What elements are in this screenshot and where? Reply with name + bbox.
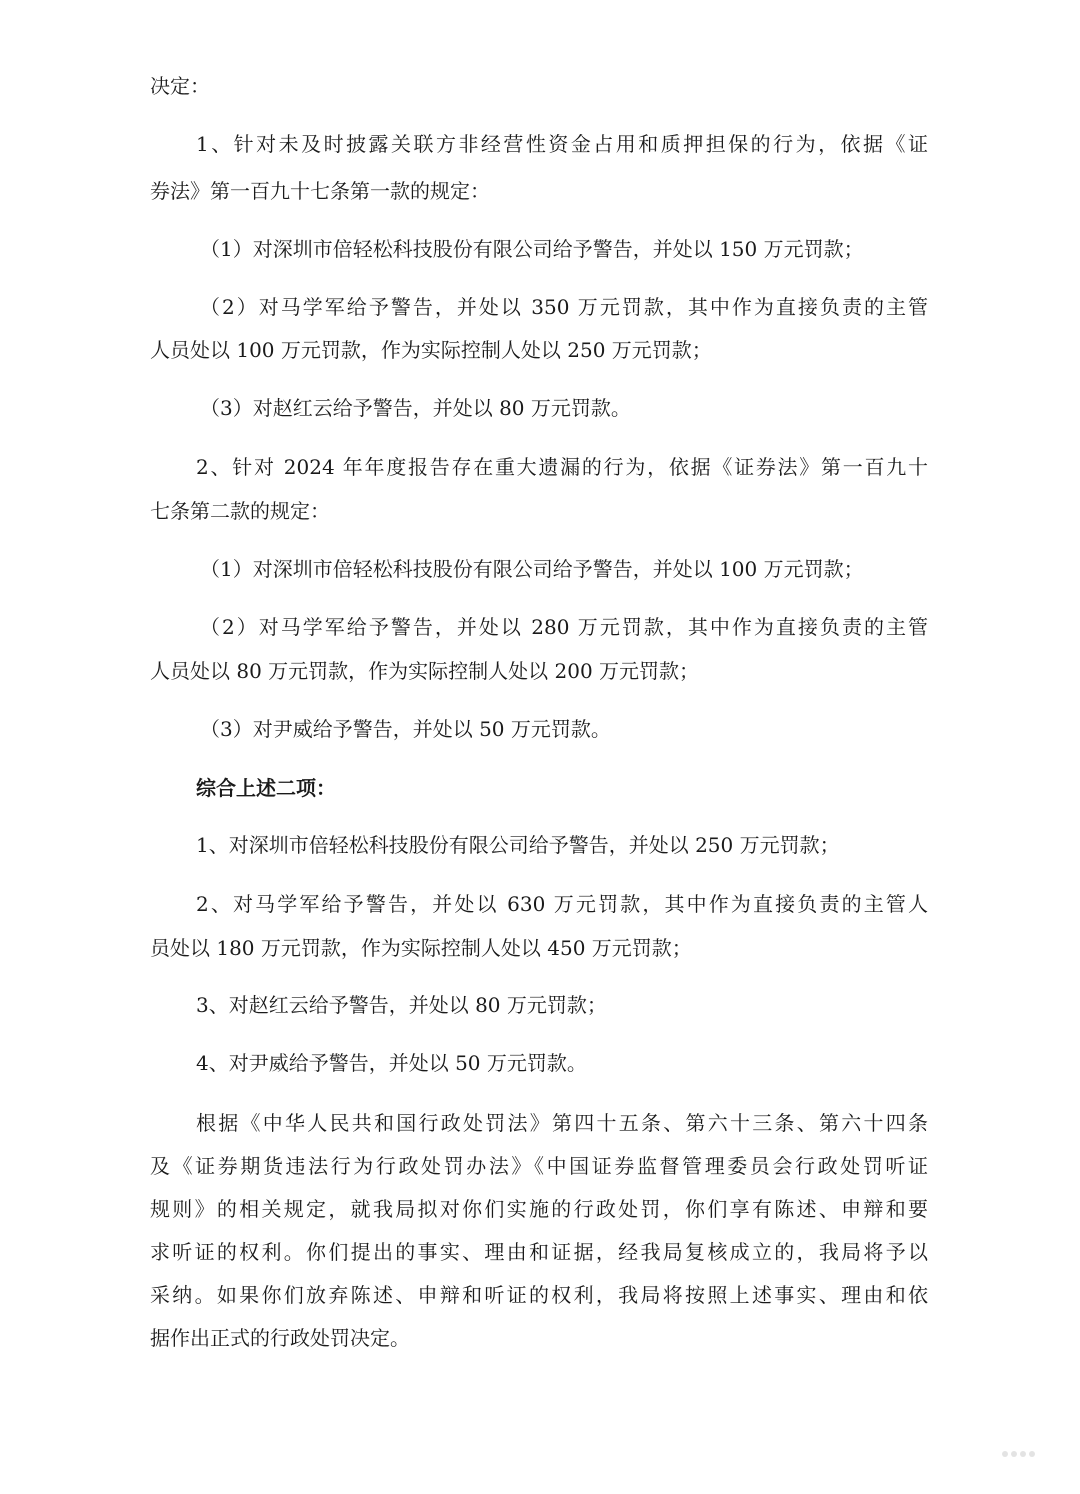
watermark-dots-icon xyxy=(1002,1448,1042,1460)
item-1-sub-3: （3）对赵红云给予警告，并处以 80 万元罚款。 xyxy=(200,396,631,420)
item-1-sub-2-line-1: （2）对马学军给予警告，并处以 350 万元罚款，其中作为直接负责的主管 xyxy=(200,295,928,319)
item-2-sub-2-line-1: （2）对马学军给予警告，并处以 280 万元罚款，其中作为直接负责的主管 xyxy=(200,615,928,639)
item-1-sub-2-line-2: 人员处以 100 万元罚款，作为实际控制人处以 250 万元罚款； xyxy=(150,338,712,362)
item-1-line-1: 1、针对未及时披露关联方非经营性资金占用和质押担保的行为，依据《证 xyxy=(196,132,928,156)
item-2-sub-3: （3）对尹威给予警告，并处以 50 万元罚款。 xyxy=(200,717,611,741)
closing-paragraph-line-2: 及《证券期货违法行为行政处罚办法》《中国证券监督管理委员会行政处罚听证 xyxy=(150,1154,928,1178)
summary-item-1: 1、对深圳市倍轻松科技股份有限公司给予警告，并处以 250 万元罚款； xyxy=(196,833,840,857)
item-1-line-2: 券法》第一百九十七条第一款的规定： xyxy=(150,179,490,203)
closing-paragraph-line-6: 据作出正式的行政处罚决定。 xyxy=(150,1326,410,1350)
summary-heading: 综合上述二项： xyxy=(196,776,336,800)
item-2-line-2: 七条第二款的规定： xyxy=(150,499,330,523)
item-2-line-1: 2、针对 2024 年年度报告存在重大遗漏的行为，依据《证券法》第一百九十 xyxy=(196,455,928,479)
closing-paragraph-line-4: 求听证的权利。你们提出的事实、理由和证据，经我局复核成立的，我局将予以 xyxy=(150,1240,928,1264)
summary-item-2-line-2: 员处以 180 万元罚款，作为实际控制人处以 450 万元罚款； xyxy=(150,936,692,960)
decision-heading: 决定： xyxy=(150,74,210,98)
summary-item-2-line-1: 2、对马学军给予警告，并处以 630 万元罚款，其中作为直接负责的主管人 xyxy=(196,892,928,916)
closing-paragraph-line-3: 规则》的相关规定，就我局拟对你们实施的行政处罚，你们享有陈述、申辩和要 xyxy=(150,1197,928,1221)
summary-item-3: 3、对赵红云给予警告，并处以 80 万元罚款； xyxy=(196,993,607,1017)
item-2-sub-1: （1）对深圳市倍轻松科技股份有限公司给予警告，并处以 100 万元罚款； xyxy=(200,557,864,581)
item-1-sub-1: （1）对深圳市倍轻松科技股份有限公司给予警告，并处以 150 万元罚款； xyxy=(200,237,864,261)
closing-paragraph-line-5: 采纳。如果你们放弃陈述、申辩和听证的权利，我局将按照上述事实、理由和依 xyxy=(150,1283,928,1307)
summary-item-4: 4、对尹威给予警告，并处以 50 万元罚款。 xyxy=(196,1051,587,1075)
closing-paragraph-line-1: 根据《中华人民共和国行政处罚法》第四十五条、第六十三条、第六十四条 xyxy=(196,1111,928,1135)
item-2-sub-2-line-2: 人员处以 80 万元罚款，作为实际控制人处以 200 万元罚款； xyxy=(150,659,700,683)
